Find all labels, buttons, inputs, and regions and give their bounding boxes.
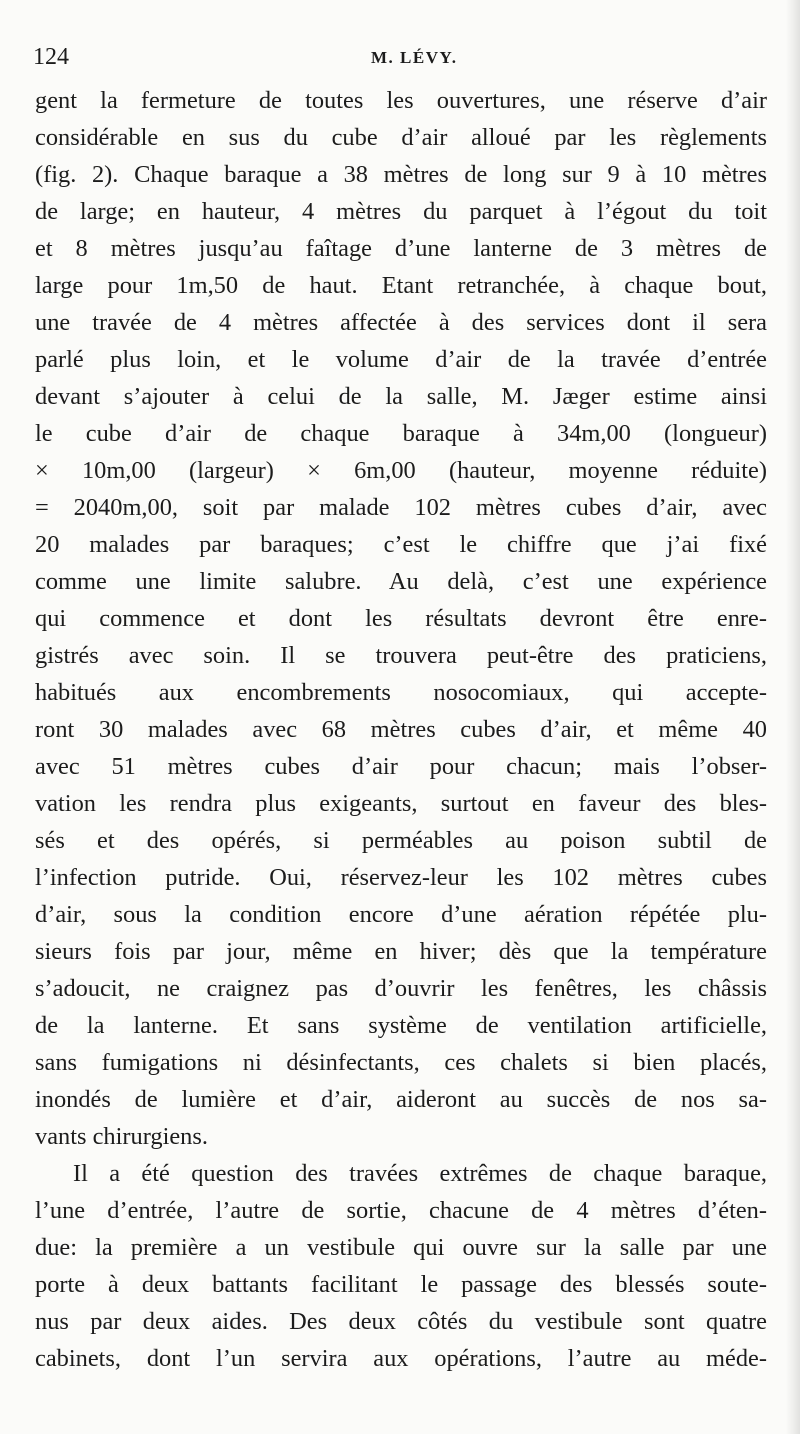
text-line: nus par deux aides. Des deux côtés du vestibule sont quatre <box>35 1308 767 1335</box>
text-line: due: la première a un vestibule qui ouvre sur la salle par une <box>35 1234 767 1261</box>
text-line: vation les rendra plus exigeants, surtout en faveur des bles- <box>35 790 767 817</box>
body-text <box>35 82 767 1377</box>
text-line: 20 malades par baraques; c’est le chiffre que j’ai fixé <box>35 531 767 558</box>
text-line: cabinets, dont l’un servira aux opérations, l’autre au méde- <box>35 1345 767 1372</box>
text-line: (fig. 2). Chaque baraque a 38 mètres de long sur 9 à 10 mètres <box>35 161 767 188</box>
text-line: de large; en hauteur, 4 mètres du parquet à l’égout du toit <box>35 198 767 225</box>
text-line: × 10m,00 (largeur) × 6m,00 (hauteur, moyenne réduite) <box>35 457 767 484</box>
text-line: de la lanterne. Et sans système de ventilation artificielle, <box>35 1012 767 1039</box>
text-line: parlé plus loin, et le volume d’air de la travée d’entrée <box>35 346 767 373</box>
page-edge-shadow <box>786 0 800 1434</box>
text-line: habitués aux encombrements nosocomiaux, qui accepte- <box>35 679 767 706</box>
text-line: sés et des opérés, si perméables au poison subtil de <box>35 827 767 854</box>
text-line: sieurs fois par jour, même en hiver; dès que la température <box>35 938 767 965</box>
text-line: l’une d’entrée, l’autre de sortie, chacune de 4 mètres d’éten- <box>35 1197 767 1224</box>
text-line: inondés de lumière et d’air, aideront au succès de nos sa- <box>35 1086 767 1113</box>
page-header <box>33 40 760 76</box>
text-line: avec 51 mètres cubes d’air pour chacun; mais l’obser- <box>35 753 767 780</box>
text-line: le cube d’air de chaque baraque à 34m,00 (longueur) <box>35 420 767 447</box>
text-line: gistrés avec soin. Il se trouvera peut-être des praticiens, <box>35 642 767 669</box>
text-line: s’adoucit, ne craignez pas d’ouvrir les fenêtres, les châssis <box>35 975 767 1002</box>
text-line: sans fumigations ni désinfectants, ces chalets si bien placés, <box>35 1049 767 1076</box>
text-line: qui commence et dont les résultats devront être enre- <box>35 605 767 632</box>
running-head: M. LÉVY. <box>371 48 458 67</box>
text-line: l’infection putride. Oui, réservez-leur les 102 mètres cubes <box>35 864 767 891</box>
text-line: d’air, sous la condition encore d’une aération répétée plu- <box>35 901 767 928</box>
text-line: comme une limite salubre. Au delà, c’est une expérience <box>35 568 767 595</box>
text-line: large pour 1m,50 de haut. Etant retranchée, à chaque bout, <box>35 272 767 299</box>
text-line: une travée de 4 mètres affectée à des services dont il sera <box>35 309 767 336</box>
text-line-paragraph-end: vants chirurgiens. <box>35 1123 208 1150</box>
page-number: 124 <box>33 44 69 70</box>
text-line: ront 30 malades avec 68 mètres cubes d’air, et même 40 <box>35 716 767 743</box>
text-line: gent la fermeture de toutes les ouvertures, une réserve d’air <box>35 87 767 114</box>
text-line: et 8 mètres jusqu’au faîtage d’une lanterne de 3 mètres de <box>35 235 767 262</box>
text-line: = 2040m,00, soit par malade 102 mètres cubes d’air, avec <box>35 494 767 521</box>
text-line: porte à deux battants facilitant le passage des blessés soute- <box>35 1271 767 1298</box>
text-line: devant s’ajouter à celui de la salle, M. Jæger estime ainsi <box>35 383 767 410</box>
text-line: considérable en sus du cube d’air alloué par les règlements <box>35 124 767 151</box>
text-line-paragraph-start: Il a été question des travées extrêmes de chaque baraque, <box>73 1160 767 1187</box>
